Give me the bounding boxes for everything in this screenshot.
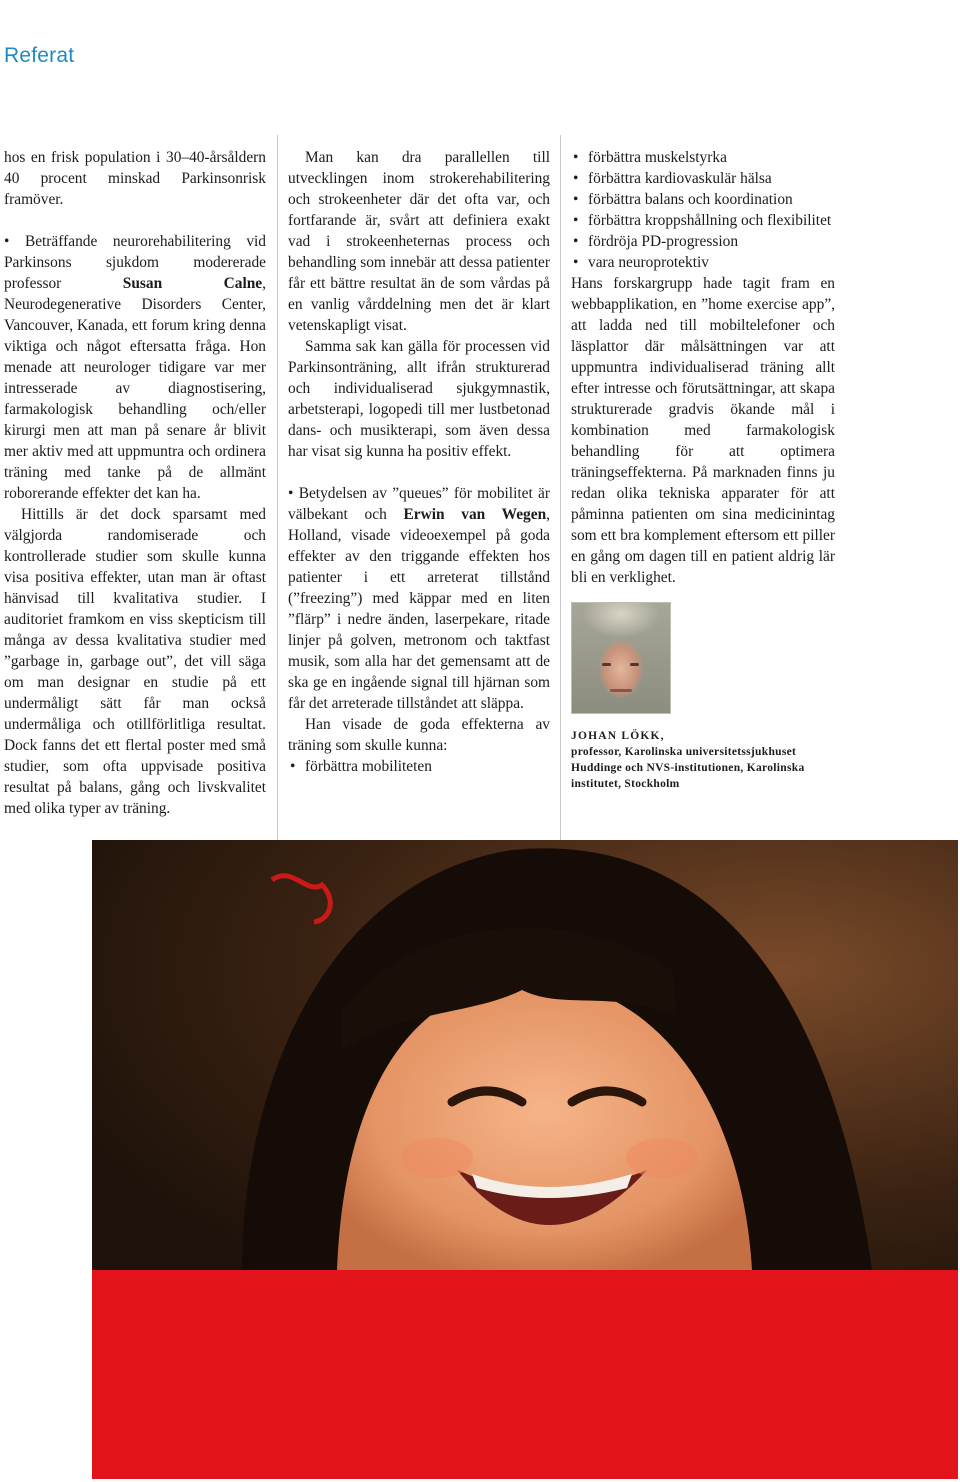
author-name: JOHAN LÖKK, <box>571 730 665 742</box>
section-label: Referat <box>4 44 75 67</box>
person-name: Susan Calne <box>122 275 263 292</box>
text-column-1 <box>4 147 266 819</box>
paragraph: Hans forskargrupp hade tagit fram en webbapplikation, en ”home exercise app”, att ladda ned till mobiltelefoner och läsplattor där målsättningen var att uppmuntra individualiserad träning allt efter intresse och förutsättningar, att skapa strukturerade gradvis ökande mål i kombination med farmakologisk behandling för att optimera träningseffekterna. På marknaden finns ju redan olika tekniska apparater för att påminna patienten om sina medicinintag som ett bra komplement eftersom ett piller en gång om dagen till en patient aldrig lär bli en verklighet. <box>571 275 835 586</box>
author-portrait <box>571 602 671 714</box>
list-item: • förbättra kroppshållning och flexibilitet <box>571 210 835 231</box>
paragraph: Han visade de goda effekterna av träning som skulle kunna: <box>288 716 550 754</box>
bullet-icon: • <box>4 233 25 250</box>
bullet-list <box>571 147 835 273</box>
mouth-shape <box>610 689 632 692</box>
paragraph: hos en frisk population i 30–40-årsåldern 40 procent minskad Parkinsonrisk framöver. <box>4 149 266 208</box>
paragraph: Samma sak kan gälla för processen vid Parkinsonträning, allt ifrån strukturerad och individualiserad sjukgymnastik, arbetsterapi, logopedi till mer lustbetonad dans- och musikterapi, som även dessa har visat sig kunna ha positiv effekt. <box>288 338 550 460</box>
list-item: • förbättra mobiliteten <box>288 756 550 777</box>
paragraph: Hittills är det dock sparsamt med välgjorda randomiserade och kontrollerade studier som skulle kunna visa positiva effekter, utan man är oftast hänvisad till kvalitativa studier. I auditoriet framkom en viss skepticism till många av dessa kvalitativa studier med ”garbage in, garbage out”, det vill säga om man designar en studie på ett undermåligt sätt får man också undermåliga och otillförlitliga resultat. Dock fanns det ett flertal poster med små studier, som ofta uppvisade positiva resultat på balans, gång och livskvalitet med olika typer av träning. <box>4 506 266 817</box>
column-divider <box>277 135 278 840</box>
list-item: • vara neuroprotektiv <box>571 252 835 273</box>
feature-photo <box>92 840 958 1479</box>
column-divider <box>560 135 561 840</box>
list-item: • förbättra balans och koordination <box>571 189 835 210</box>
text-column-3 <box>571 147 835 792</box>
list-item: • fördröja PD-progression <box>571 231 835 252</box>
paragraph: • Betydelsen av ”queues” för mobilitet är välbekant och Erwin van Wegen, Holland, visade videoexempel på goda effekter av den triggande effekten hos patienter i ett arreterat tillstånd (”freezing”) med käppar med en liten ”flärp” i nedre änden, laserpekare, ritade linjer på golven, metronom och taktfast musik, som alla har det gemensamt att de ska ge en ingående signal till hjärnan som får det arreterade tillståndet att släppa. <box>288 485 551 712</box>
paragraph: • Beträffande neurorehabilitering vid Parkinsons sjukdom modererade professor Susan Calne, Neurodegenerative Disorders Center, Vancouver, Kanada, ett forum kring denna viktiga och något eftersatta fråga. Hon menade att neurologer tidigare var mer intresserade av diagnostisering, farmakologisk behandling och/eller kirurgi men att man på senare år blivit mer aktiv med att uppmuntra och ordinera träning med tanke på de allmänt roborerande effekter det kan ha. <box>4 233 266 502</box>
bullet-icon: • <box>288 485 299 502</box>
text-column-2 <box>288 147 550 777</box>
list-item: • förbättra muskelstyrka <box>571 147 835 168</box>
person-name: Erwin van Wegen <box>403 506 547 523</box>
bullet-list <box>288 756 550 777</box>
author-affiliation: professor, Karolinska universitetssjukhuset Huddinge och NVS-institutionen, Karolinska institutet, Stockholm <box>571 746 805 790</box>
eye-shape <box>602 663 611 666</box>
child-portrait-illustration <box>92 840 958 1479</box>
list-item: • förbättra kardiovaskulär hälsa <box>571 168 835 189</box>
paragraph: Man kan dra parallellen till utvecklingen inom strokerehabilitering och strokeenheter där det ofta var, och fortfarande är, svårt att definiera exakt vad i strokeenheternas process och behandling som innebär att dessa patienter får ett bättre resultat än de som vårdas på en vanlig vårddelning men det är klart vetenskapligt visat. <box>288 149 550 334</box>
eye-shape <box>630 663 639 666</box>
